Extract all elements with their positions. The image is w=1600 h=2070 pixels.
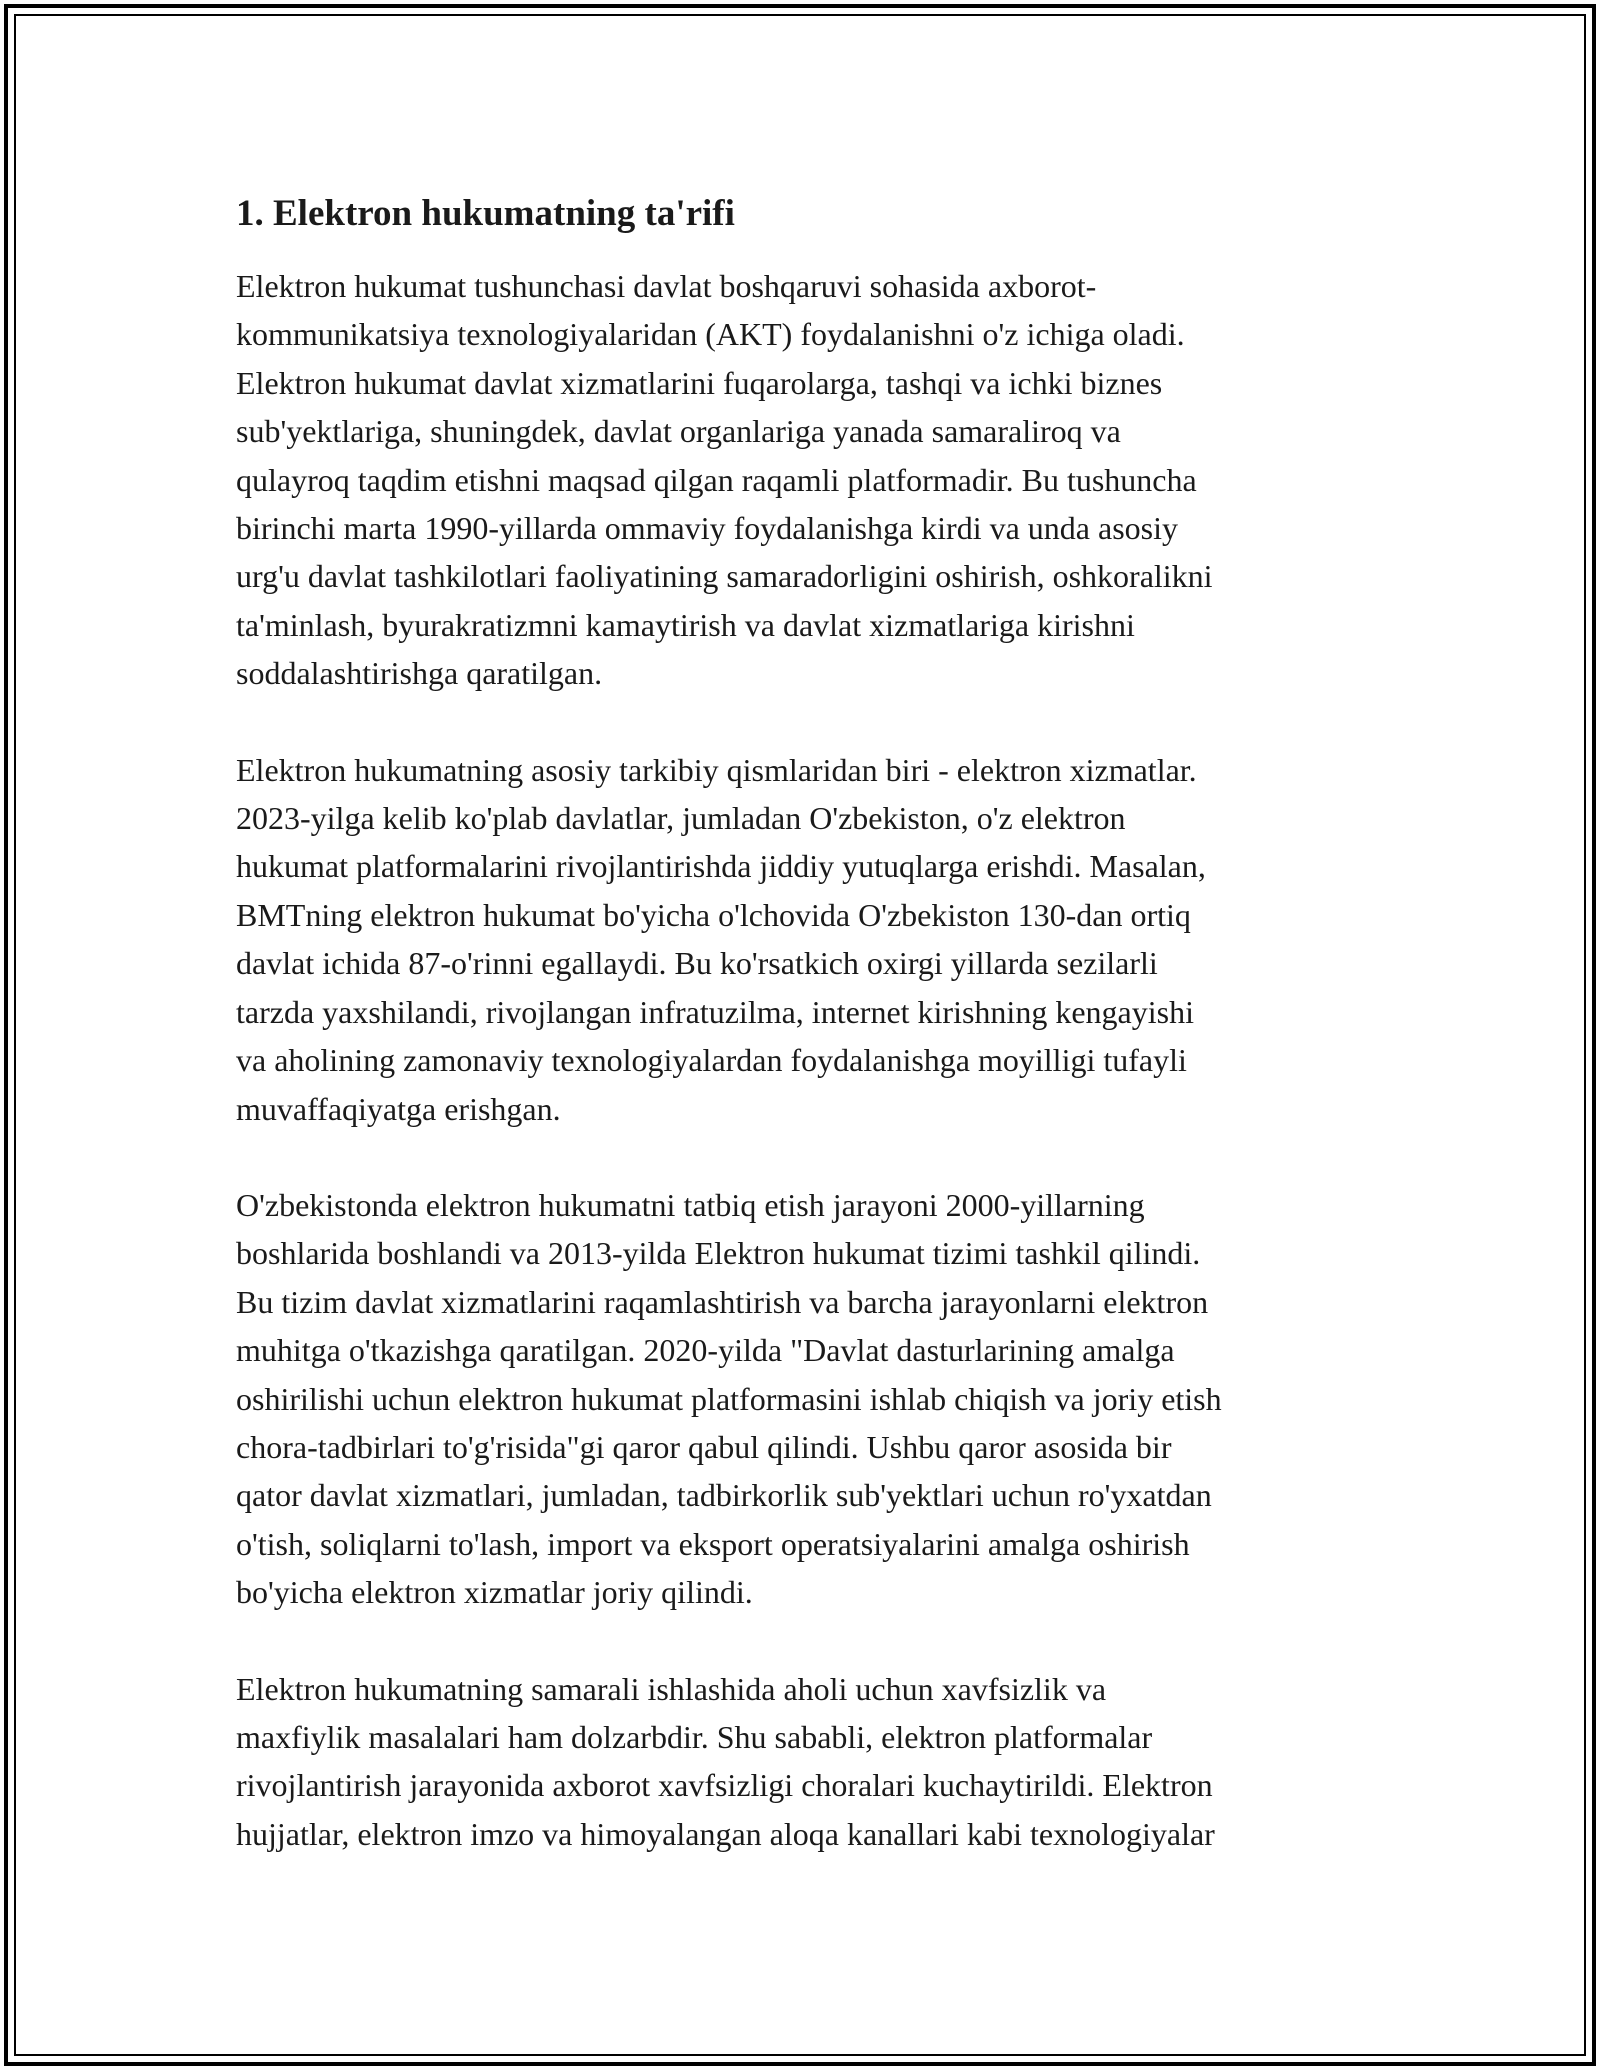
text-line: 2023-yilga kelib ko'plab davlatlar, jumladan O'zbekiston, o'z elektron <box>236 800 1126 837</box>
paragraph-uzbekistan <box>236 1181 1366 1617</box>
section-heading: 1. Elektron hukumatning ta'rifi <box>236 193 735 234</box>
text-line: o'tish, soliqlarni to'lash, import va eksport operatsiyalarini amalga oshirish <box>236 1525 1190 1562</box>
text-line: kommunikatsiya texnologiyalaridan (AKT) foydalanishni o'z ichiga oladi. <box>236 316 1185 353</box>
text-line: qator davlat xizmatlari, jumladan, tadbirkorlik sub'yektlari uchun ro'yxatdan <box>236 1477 1212 1514</box>
text-line: boshlarida boshlandi va 2013-yilda Elektron hukumat tizimi tashkil qilindi. <box>236 1235 1201 1272</box>
document-body <box>236 186 1366 1906</box>
text-line: Elektron hukumat tushunchasi davlat boshqaruvi sohasida axborot- <box>236 268 1097 304</box>
text-line: hukumat platformalarini rivojlantirishda jiddiy yutuqlarga erishdi. Masalan, <box>236 848 1206 885</box>
text-line: muvaffaqiyatga erishgan. <box>236 1090 561 1127</box>
paragraph-definition <box>236 262 1366 698</box>
text-line: hujjatlar, elektron imzo va himoyalangan aloqa kanallari kabi texnologiyalar <box>236 1815 1215 1852</box>
text-line: muhitga o'tkazishga qaratilgan. 2020-yilda "Davlat dasturlarining amalga <box>236 1332 1175 1369</box>
text-line: Elektron hukumatning asosiy tarkibiy qismlaridan biri - elektron xizmatlar. <box>236 751 1197 788</box>
text-line: O'zbekistonda elektron hukumatni tatbiq etish jarayoni 2000-yillarning <box>236 1186 1145 1223</box>
paragraph-components <box>236 746 1366 1133</box>
text-line: birinchi marta 1990-yillarda ommaviy foydalanishga kirdi va unda asosiy <box>236 510 1178 547</box>
text-line: qulayroq taqdim etishni maqsad qilgan raqamli platformadir. Bu tushuncha <box>236 461 1197 498</box>
text-line: oshirilishi uchun elektron hukumat platformasini ishlab chiqish va joriy etish <box>236 1380 1222 1417</box>
text-line: soddalashtirishga qaratilgan. <box>236 655 603 692</box>
text-line: sub'yektlariga, shuningdek, davlat organlariga yanada samaraliroq va <box>236 413 1121 450</box>
text-line: Elektron hukumat davlat xizmatlarini fuqarolarga, tashqi va ichki biznes <box>236 364 1163 401</box>
text-line: rivojlantirish jarayonida axborot xavfsizligi choralari kuchaytirildi. Elektron <box>236 1767 1213 1804</box>
text-line: Bu tizim davlat xizmatlarini raqamlashtirish va barcha jarayonlarni elektron <box>236 1283 1209 1320</box>
text-line: bo'yicha elektron xizmatlar joriy qilindi. <box>236 1574 753 1611</box>
text-line: chora-tadbirlari to'g'risida"gi qaror qabul qilindi. Ushbu qaror asosida bir <box>236 1428 1172 1465</box>
text-line: BMTning elektron hukumat bo'yicha o'lchovida O'zbekiston 130-dan ortiq <box>236 896 1191 933</box>
text-line: maxfiylik masalalari ham dolzarbdir. Shu sababli, elektron platformalar <box>236 1718 1153 1755</box>
text-line: Elektron hukumatning samarali ishlashida aholi uchun xavfsizlik va <box>236 1670 1107 1707</box>
text-line: tarzda yaxshilandi, rivojlangan infratuzilma, internet kirishning kengayishi <box>236 993 1194 1030</box>
text-line: urg'u davlat tashkilotlari faoliyatining samaradorligini oshirish, oshkoralikni <box>236 558 1213 595</box>
text-line: va aholining zamonaviy texnologiyalardan foydalanishga moyilligi tufayli <box>236 1042 1187 1079</box>
text-line: davlat ichida 87-o'rinni egallaydi. Bu ko'rsatkich oxirgi yillarda sezilarli <box>236 945 1158 982</box>
paragraph-security <box>236 1665 1366 1859</box>
text-line: ta'minlash, byurakratizmni kamaytirish va davlat xizmatlariga kirishni <box>236 606 1135 643</box>
